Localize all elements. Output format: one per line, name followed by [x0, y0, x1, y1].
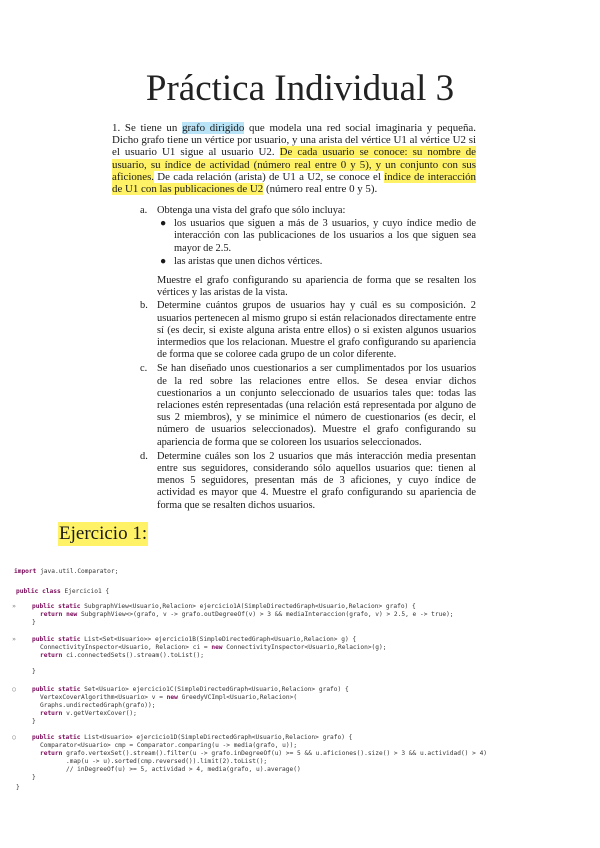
code-line: return grafo.vertexSet().stream().filter(u -> grafo.inDegreeOf(u) >= 5 && u.aficiones().size() > 3 && u.actividad() > 4) [40, 750, 488, 757]
statement-text-1: 1. Se tiene un [112, 122, 183, 134]
highlight-grafo-dirigido: grafo dirigido [182, 122, 245, 134]
task-list [140, 205, 476, 512]
statement-text-2: que modela una red social imaginaria y pequeña. Dicho grafo tiene un vértice por usuario, y una arista del vértice U1 al vértice U2 si el usuario U1 sigue al usuario U2. [112, 122, 476, 159]
task-c [140, 363, 476, 448]
task-b-text: Determine cuántos grupos de usuarios hay y cuál es su composición. 2 usuarios pertenecen al mismo grupo si están relacionados directamente entre sí (es decir, si existe alguna arista entre ellos) o si existen algunos usuarios intermedios que los relacionan. Muestre el grafo configurando su apariencia de forma que se coloree cada grupo de un color diferente. [157, 300, 476, 361]
code-line: return new SubgraphView<>(grafo, v -> grafo.outDegreeOf(v) > 3 && mediaInteraccion(grafo, v) > 2.5, e -> true); [40, 611, 454, 618]
code-line: } [32, 668, 36, 675]
code-line: .map(u -> u).sorted(cmp.reversed()).limit(2).toList(); [66, 758, 268, 765]
code-line: public static Set<Usuario> ejercicio1C(SimpleDirectedGraph<Usuario,Relacion> grafo) { [32, 686, 349, 693]
code-line: ConnectivityInspector<Usuario, Relacion> ci = new ConnectivityInspector<Usuario,Relacion>(g); [40, 644, 387, 651]
code-line: return v.getVertexCover(); [40, 710, 137, 717]
task-d-marker: d. [140, 450, 148, 462]
code-line: Graphs.undirectedGraph(grafo)); [40, 702, 156, 709]
task-a-bullet: ● los usuarios que siguen a más de 3 usuarios, y cuyo índice medio de interacción con las publicaciones de los usuarios a los que siguen sea mayor de 2.5. [160, 218, 476, 254]
code-line: public static List<Usuario> ejercicio1D(SimpleDirectedGraph<Usuario,Relacion> grafo) { [32, 734, 353, 741]
task-c-marker: c. [140, 363, 148, 375]
task-a-marker: a. [140, 205, 148, 216]
task-a [140, 205, 476, 300]
gutter-marker-icon: » [12, 603, 16, 610]
code-line: public static List<Set<Usuario>> ejercicio1B(SimpleDirectedGraph<Usuario,Relacion> g) { [32, 636, 357, 643]
gutter-marker-icon: ○ [12, 686, 16, 693]
bullet-icon: ● [160, 255, 167, 267]
bullet-icon: ● [160, 218, 167, 230]
highlight-indice-interaccion: índice de interacción de U1 con las publicaciones de U2 [112, 170, 476, 196]
code-line: } [32, 718, 36, 725]
code-line: // inDegreeOf(u) >= 5, actividad > 4, media(grafo, u).average() [66, 766, 301, 773]
task-b-marker: b. [140, 300, 148, 312]
code-line: import java.util.Comparator; [14, 568, 119, 575]
code-line: Comparator<Usuario> cmp = Comparator.comparing(u -> media(grafo, u)); [40, 742, 298, 749]
page-title: Práctica Individual 3 [145, 68, 455, 109]
statement-text-4: (número real entre 0 y 5). [263, 183, 378, 196]
code-line: } [32, 774, 36, 781]
gutter-marker-icon: » [12, 636, 16, 643]
exercise-title: Ejercicio 1: [59, 523, 148, 544]
task-a-lead: Obtenga una vista del grafo que sólo incluya: [157, 205, 346, 216]
task-a-bullets [157, 218, 476, 268]
task-a-bullet: ● las aristas que unen dichos vértices. [160, 255, 323, 267]
code-block [10, 566, 594, 806]
problem-statement [112, 122, 476, 195]
task-a-note: Muestre el grafo configurando su apariencia de forma que se resalten los vértices y las aristas de la vista. [157, 275, 476, 299]
code-line: public class Ejercicio1 { [16, 588, 110, 595]
task-c-text: Se han diseñado unos cuestionarios a ser cumplimentados por los usuarios de la red sobre las relaciones entre ellos. Se desea enviar dichos cuestionarios a un conjunto seleccionado de usuarios tales que: todas las relaciones estén representadas (una relación está representada por alguno de sus 2 miembros), y se minimice el número de cuestionarios (es decir, el número de usuarios seleccionados). Muestre el grafo configurando su apariencia de forma que se coloreen los usuarios seleccionados. [157, 363, 476, 448]
task-d-text: Determine cuáles son los 2 usuarios que más interacción media presentan entre sus seguidores, considerando sólo aquellos usuarios que: tienen al menos 5 seguidores, presentan más de 3 aficiones, y cuyo índice de actividad es mayor que 4. Muestre el grafo configurando su apariencia de forma que se resalten dichos usuarios. [157, 450, 476, 511]
code-line: public static SubgraphView<Usuario,Relacion> ejercicio1A(SimpleDirectedGraph<Usuario,Relacion> grafo) { [32, 603, 416, 610]
code-line: } [16, 784, 20, 791]
code-line: VertexCoverAlgorithm<Usuario> v = new GreedyVCImpl<Usuario,Relacion>( [40, 694, 298, 701]
code-line: } [32, 619, 36, 626]
highlight-usuario-atributos: De cada usuario se conoce: su nombre de usuario, su índice de actividad (número real entre 0 y 5), y un conjunto con sus aficiones. [112, 146, 476, 183]
gutter-marker-icon: ○ [12, 734, 16, 741]
statement-text-3: De cada relación (arista) de U1 a U2, se conoce el [154, 170, 385, 183]
task-b [140, 300, 476, 361]
task-d [140, 451, 476, 512]
code-line: return ci.connectedSets().stream().toList(); [40, 652, 204, 659]
